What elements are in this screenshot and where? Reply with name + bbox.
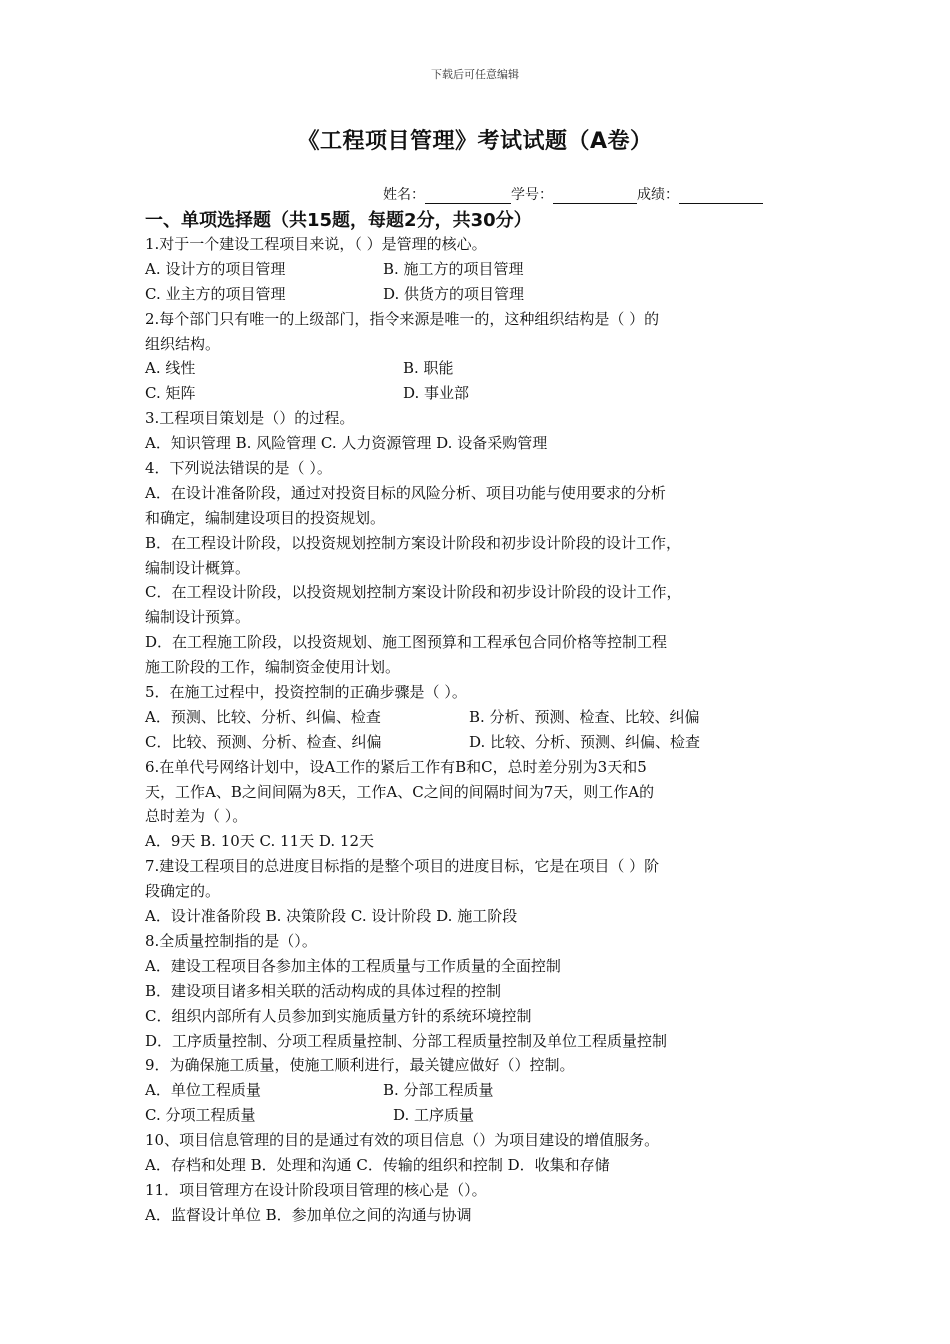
question-text: 11．项目管理方在设计阶段项目管理的核心是（）。 xyxy=(145,1180,487,1199)
option-c: C．比较、预测、分析、检查、纠偏 xyxy=(145,732,382,751)
option-a: A. 线性 xyxy=(145,359,196,378)
id-field[interactable] xyxy=(553,189,637,204)
question-text: 2.每个部门只有唯一的上级部门，指令来源是唯一的，这种组织结构是（ ）的 xyxy=(145,309,660,328)
option-a: A．在设计准备阶段，通过对投资目标的风险分析、项目功能与使用要求的分析 xyxy=(145,483,666,502)
question-text: 10、项目信息管理的目的是通过有效的项目信息（）为项目建设的增值服务。 xyxy=(145,1131,660,1150)
question-text: 天，工作A、B之间间隔为8天，工作A、C之间的间隔时间为7天，则工作A的 xyxy=(145,782,655,801)
option-c: C. 矩阵 xyxy=(145,384,196,403)
option-b: B. 分析、预测、检查、比较、纠偏 xyxy=(469,707,700,726)
score-label: 成绩： xyxy=(637,187,679,203)
option-row xyxy=(145,356,825,381)
option-row xyxy=(145,1103,825,1128)
id-label: 学号： xyxy=(511,187,553,203)
name-label: 姓名： xyxy=(383,187,425,203)
option-row: A．9天 B. 10天 C. 11天 D. 12天 xyxy=(145,832,375,851)
option-d: D. 事业部 xyxy=(403,384,470,403)
option-row xyxy=(145,282,825,307)
question-text: 8.全质量控制指的是（）。 xyxy=(145,931,317,950)
question-text: 组织结构。 xyxy=(145,334,221,353)
option-b: B．在工程设计阶段，以投资规划控制方案设计阶段和初步设计阶段的设计工作， xyxy=(145,533,682,552)
option-b-cont: 编制设计概算。 xyxy=(145,558,251,577)
option-c: C．组织内部所有人员参加到实施质量方针的系统环境控制 xyxy=(145,1006,532,1025)
option-c: C. 业主方的项目管理 xyxy=(145,284,286,303)
option-c: C．在工程设计阶段，以投资规划控制方案设计阶段和初步设计阶段的设计工作， xyxy=(145,583,682,602)
option-a: A．预测、比较、分析、纠偏、检查 xyxy=(145,707,381,726)
option-a: A. 设计方的项目管理 xyxy=(145,259,286,278)
option-d: D. 工序质量 xyxy=(393,1106,475,1125)
option-row xyxy=(145,381,825,406)
question-text: 段确定的。 xyxy=(145,882,221,901)
question-text: 6.在单代号网络计划中，设A工作的紧后工作有B和C，总时差分别为3天和5 xyxy=(145,757,647,776)
option-a: A．单位工程质量 xyxy=(145,1081,261,1100)
option-row: A．知识管理 B. 风险管理 C. 人力资源管理 D. 设备采购管理 xyxy=(145,434,548,453)
option-d: D. 供货方的项目管理 xyxy=(383,284,525,303)
question-text: 5．在施工过程中，投资控制的正确步骤是（ ）。 xyxy=(145,683,467,702)
header-note: 下载后可任意编辑 xyxy=(431,68,519,81)
option-row xyxy=(145,705,825,730)
option-row: A．设计准备阶段 B. 决策阶段 C. 设计阶段 D. 施工阶段 xyxy=(145,907,518,926)
question-text: 4．下列说法错误的是（ ）。 xyxy=(145,459,332,478)
name-field[interactable] xyxy=(425,189,511,204)
question-text: 9．为确保施工质量，使施工顺利进行，最关键应做好（）控制。 xyxy=(145,1056,575,1075)
option-b: B. 分部工程质量 xyxy=(383,1081,494,1100)
option-row: A．监督设计单位 B．参加单位之间的沟通与协调 xyxy=(145,1205,472,1224)
section-heading: 一、单项选择题（共15题，每题2分，共30分） xyxy=(145,210,532,231)
question-text: 1.对于一个建设工程项目来说，（ ）是管理的核心。 xyxy=(145,235,487,253)
option-row xyxy=(145,257,825,282)
option-b: B．建设项目诸多相关联的活动构成的具体过程的控制 xyxy=(145,981,502,1000)
option-c: C. 分项工程质量 xyxy=(145,1106,256,1125)
option-row: A．存档和处理 B．处理和沟通 C．传输的组织和控制 D．收集和存储 xyxy=(145,1155,610,1174)
option-d: D. 比较、分析、预测、纠偏、检查 xyxy=(469,732,701,751)
option-c-cont: 编制设计预算。 xyxy=(145,608,251,627)
option-b: B. 职能 xyxy=(403,359,454,378)
option-a-cont: 和确定，编制建设项目的投资规划。 xyxy=(145,508,386,527)
option-row xyxy=(145,1078,825,1103)
option-b: B. 施工方的项目管理 xyxy=(383,259,524,278)
student-info-row xyxy=(383,184,763,204)
question-text: 7.建设工程项目的总进度目标指的是整个项目的进度目标，它是在项目（ ）阶 xyxy=(145,857,660,876)
option-a: A．建设工程项目各参加主体的工程质量与工作质量的全面控制 xyxy=(145,956,561,975)
option-d-cont: 施工阶段的工作，编制资金使用计划。 xyxy=(145,658,401,677)
question-text: 3.工程项目策划是（）的过程。 xyxy=(145,409,355,428)
page-title: 《工程项目管理》考试试题（A卷） xyxy=(297,129,653,154)
option-d: D．在工程施工阶段，以投资规划、施工图预算和工程承包合同价格等控制工程 xyxy=(145,633,668,652)
option-row xyxy=(145,730,825,755)
question-list xyxy=(145,232,825,1228)
score-field[interactable] xyxy=(679,189,763,204)
option-d: D．工序质量控制、分项工程质量控制、分部工程质量控制及单位工程质量控制 xyxy=(145,1031,668,1050)
question-text: 总时差为（ ）。 xyxy=(145,807,248,826)
